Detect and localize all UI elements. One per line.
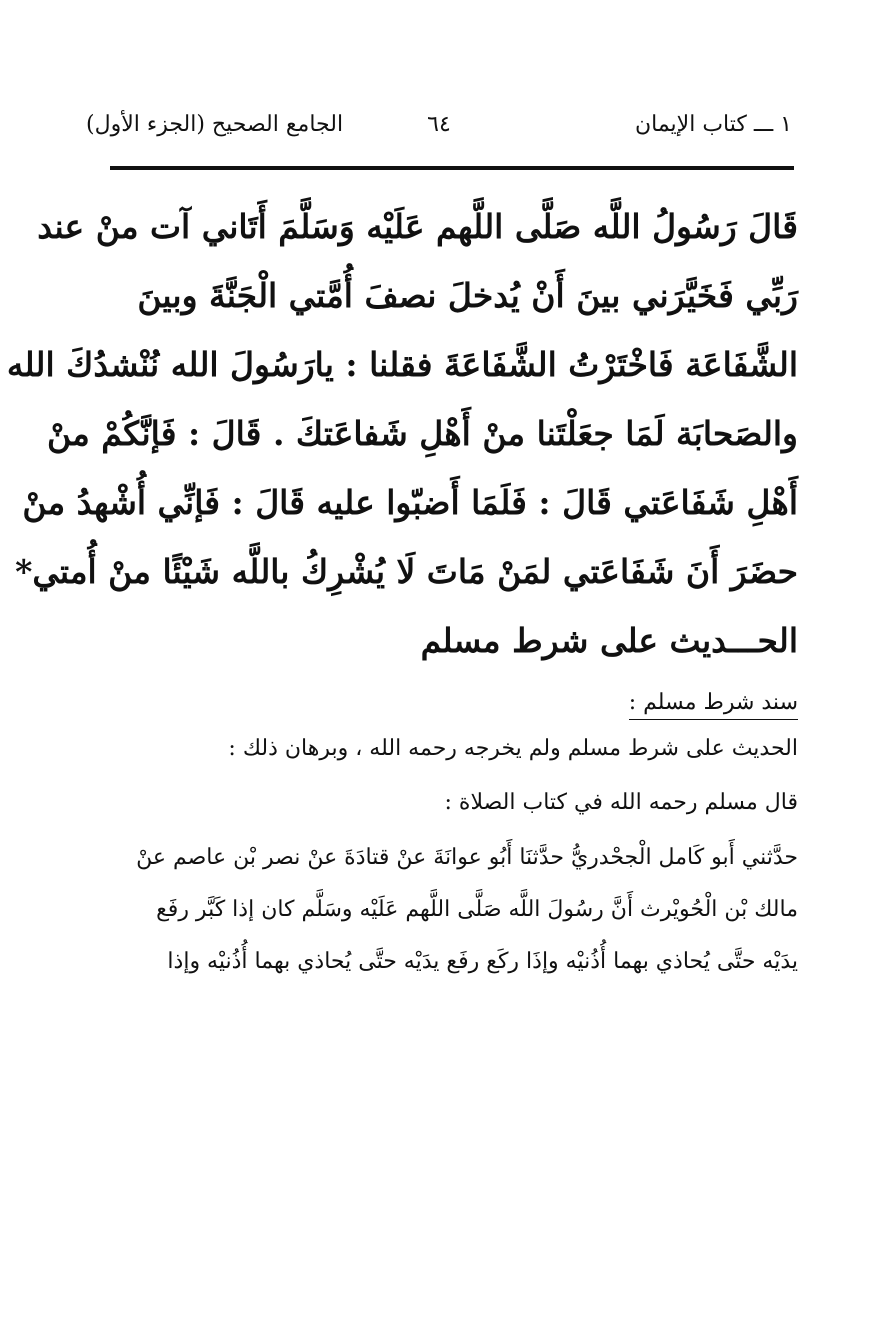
hadith-line: الشَّفَاعَة فَاخْتَرْتُ الشَّفَاعَةَ فقلنا : يارَسُولَ الله نُنْشدُكَ الله bbox=[6, 345, 798, 384]
page-number: ٦٤ bbox=[427, 112, 451, 137]
section-paragraph: الحديث على شرط مسلم ولم يخرجه رحمه الله ، وبرهان ذلك : bbox=[228, 736, 798, 761]
quote-line: مالك بْن الْحُويْرث أَنَّ رسُولَ اللَّه صَلَّى اللَّهم عَلَيْه وسَلَّم كان إذا كَبَّر رفَع bbox=[156, 897, 798, 922]
hadith-line: الحـــديث على شرط مسلم bbox=[420, 621, 798, 660]
quote-line: يدَيْه حتَّى يُحاذي بهما أُذُنيْه وإذَا ركَع رفَع يدَيْه حتَّى يُحاذي بهما أُذُنيْه وإذا bbox=[167, 949, 798, 974]
page-header bbox=[86, 108, 792, 148]
quote-line: حدَّثني أَبو كَامل الْجحْدريُّ حدَّثنَا أَبُو عوانَةَ عنْ قتادَةَ عنْ نصر بْن عاصم عنْ bbox=[136, 845, 798, 870]
section-heading bbox=[92, 690, 798, 715]
hadith-line: رَبِّي فَخَيَّرَني بينَ أَنْ يُدخلَ نصفَ أُمَّتي الْجَنَّةَ وبينَ bbox=[137, 276, 798, 315]
hadith-line: والصَحابَة لَمَا جعَلْتَنا منْ أَهْلِ شَفاعَتكَ . قَالَ : فَإنَّكُمْ منْ bbox=[47, 414, 798, 453]
section-heading-text: سند شرط مسلم : bbox=[629, 690, 798, 720]
chapter-title: ١ ـــ كتاب الإيمان bbox=[634, 112, 792, 137]
quoted-isnad bbox=[92, 832, 798, 988]
hadith-line: حضَرَ أَنَ شَفَاعَتي لمَنْ مَاتَ لَا يُشْرِكُ باللَّه شَيْئًا منْ أُمتي* bbox=[15, 552, 798, 591]
book-title: الجامع الصحيح (الجزء الأول) bbox=[86, 112, 344, 137]
header-divider bbox=[110, 166, 794, 170]
hadith-line: أَهْلِ شَفَاعَتي قَالَ : فَلَمَا أَضبّوا عليه قَالَ : فَإنِّي أُشْهدُ منْ bbox=[22, 483, 798, 522]
section-paragraph: قال مسلم رحمه الله في كتاب الصلاة : bbox=[444, 790, 798, 815]
hadith-line: قَالَ رَسُولُ اللَّه صَلَّى اللَّهم عَلَيْه وَسَلَّمَ أَتَاني آت منْ عند bbox=[37, 207, 798, 246]
hadith-text bbox=[6, 192, 798, 675]
